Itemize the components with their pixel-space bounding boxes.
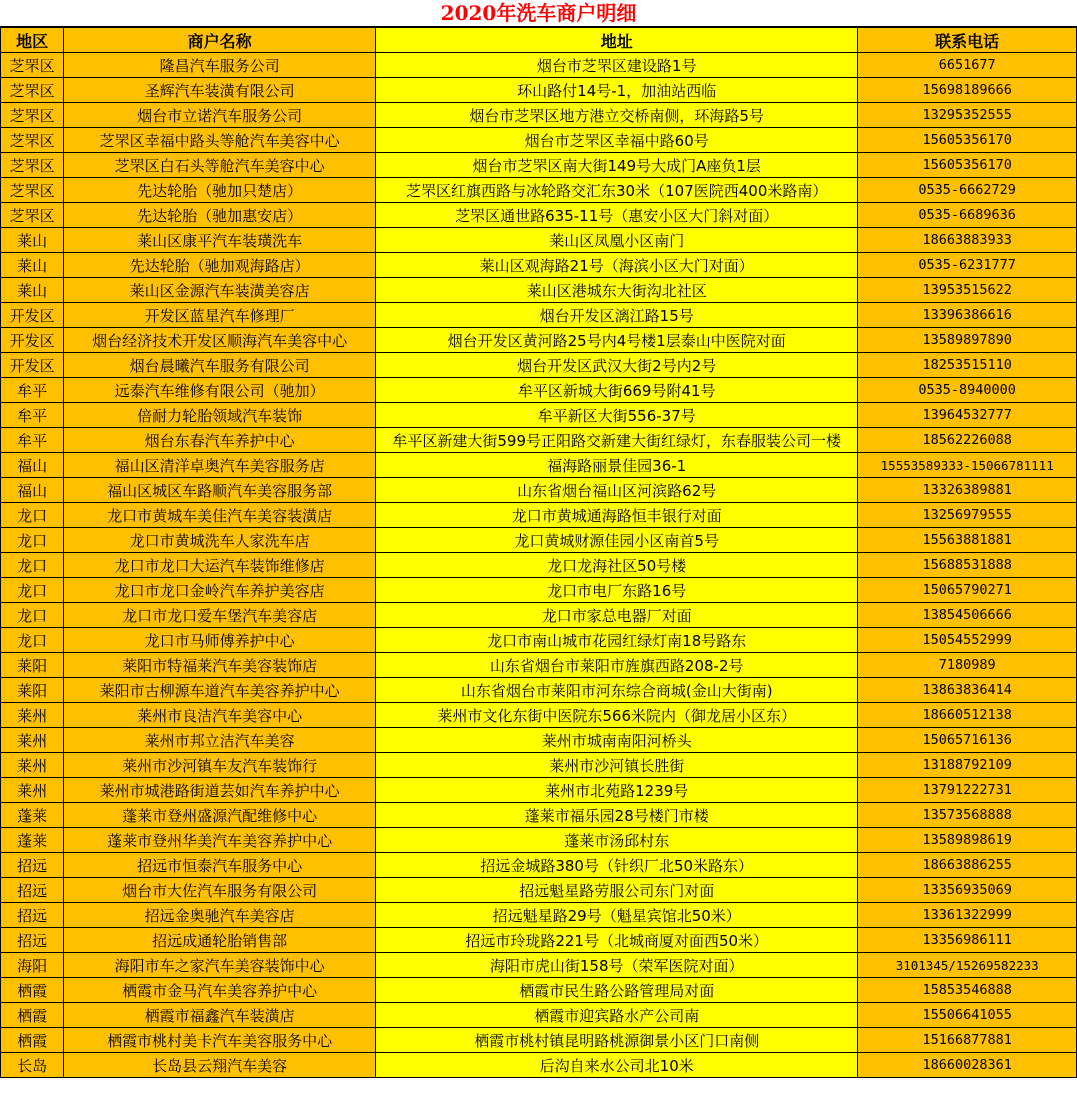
table-row bbox=[1, 803, 1077, 828]
cell-address[interactable]: 山东省烟台福山区河滨路62号 bbox=[376, 478, 858, 503]
cell-phone[interactable]: 0535-8940000 bbox=[858, 378, 1077, 403]
sheet-title[interactable]: 2020年洗车商户明细 bbox=[0, 0, 1077, 27]
cell-address[interactable]: 莱山区观海路21号（海滨小区大门对面） bbox=[376, 253, 858, 278]
table-row bbox=[1, 103, 1077, 128]
cell-phone[interactable]: 15698189666 bbox=[858, 78, 1077, 103]
cell-merchant-name[interactable]: 海阳市车之家汽车美容装饰中心 bbox=[64, 953, 376, 978]
cell-address[interactable]: 后沟自来水公司北10米 bbox=[376, 1053, 858, 1078]
cell-merchant-name[interactable]: 先达轮胎（驰加观海路店） bbox=[64, 253, 376, 278]
header-phone[interactable]: 联系电话 bbox=[858, 28, 1077, 53]
cell-region[interactable]: 招远 bbox=[1, 928, 64, 953]
cell-merchant-name[interactable]: 龙口市黄城车美佳汽车美容装潢店 bbox=[64, 503, 376, 528]
table-row bbox=[1, 678, 1077, 703]
cell-merchant-name[interactable]: 福山区清洋卓奥汽车美容服务店 bbox=[64, 453, 376, 478]
cell-merchant-name[interactable]: 先达轮胎（驰加惠安店） bbox=[64, 203, 376, 228]
cell-phone[interactable]: 18660512138 bbox=[858, 703, 1077, 728]
table-row bbox=[1, 528, 1077, 553]
cell-address[interactable]: 栖霞市民生路公路管理局对面 bbox=[376, 978, 858, 1003]
table-row bbox=[1, 903, 1077, 928]
cell-phone[interactable]: 13356935069 bbox=[858, 878, 1077, 903]
cell-region[interactable]: 招远 bbox=[1, 878, 64, 903]
cell-phone[interactable]: 15563881881 bbox=[858, 528, 1077, 553]
cell-phone[interactable]: 15553589333-15066781111 bbox=[858, 453, 1077, 478]
cell-region[interactable]: 栖霞 bbox=[1, 1028, 64, 1053]
cell-merchant-name[interactable]: 栖霞市桃村美卡汽车美容服务中心 bbox=[64, 1028, 376, 1053]
table-row bbox=[1, 328, 1077, 353]
cell-phone[interactable]: 18663883933 bbox=[858, 228, 1077, 253]
cell-merchant-name[interactable]: 福山区城区车路顺汽车美容服务部 bbox=[64, 478, 376, 503]
cell-merchant-name[interactable]: 莱州市良洁汽车美容中心 bbox=[64, 703, 376, 728]
table-row bbox=[1, 728, 1077, 753]
cell-address[interactable]: 栖霞市桃村镇昆明路桃源御景小区门口南侧 bbox=[376, 1028, 858, 1053]
cell-region[interactable]: 芝罘区 bbox=[1, 78, 64, 103]
cell-address[interactable]: 龙口黄城财源佳园小区南首5号 bbox=[376, 528, 858, 553]
table-row bbox=[1, 778, 1077, 803]
cell-address[interactable]: 莱山区港城东大街沟北社区 bbox=[376, 278, 858, 303]
cell-region[interactable]: 蓬莱 bbox=[1, 803, 64, 828]
cell-region[interactable]: 芝罘区 bbox=[1, 53, 64, 78]
cell-merchant-name[interactable]: 蓬莱市登州盛源汽配维修中心 bbox=[64, 803, 376, 828]
cell-region[interactable]: 牟平 bbox=[1, 378, 64, 403]
cell-merchant-name[interactable]: 开发区蓝星汽车修理厂 bbox=[64, 303, 376, 328]
cell-merchant-name[interactable]: 蓬莱市登州华美汽车美容养护中心 bbox=[64, 828, 376, 853]
cell-address[interactable]: 环山路付14号-1，加油站西临 bbox=[376, 78, 858, 103]
cell-merchant-name[interactable]: 烟台东春汽车养护中心 bbox=[64, 428, 376, 453]
table-row bbox=[1, 428, 1077, 453]
cell-merchant-name[interactable]: 莱山区金源汽车装潢美容店 bbox=[64, 278, 376, 303]
cell-phone[interactable]: 13863836414 bbox=[858, 678, 1077, 703]
table-row bbox=[1, 978, 1077, 1003]
table-row bbox=[1, 1053, 1077, 1078]
cell-region[interactable]: 牟平 bbox=[1, 428, 64, 453]
cell-phone[interactable]: 15688531888 bbox=[858, 553, 1077, 578]
table-row bbox=[1, 553, 1077, 578]
cell-merchant-name[interactable]: 芝罘区白石头等舱汽车美容中心 bbox=[64, 153, 376, 178]
cell-merchant-name[interactable]: 龙口市黄城洗车人家洗车店 bbox=[64, 528, 376, 553]
table-row bbox=[1, 203, 1077, 228]
cell-phone[interactable]: 15506641055 bbox=[858, 1003, 1077, 1028]
cell-merchant-name[interactable]: 栖霞市金马汽车美容养护中心 bbox=[64, 978, 376, 1003]
cell-phone[interactable]: 15054552999 bbox=[858, 628, 1077, 653]
cell-phone[interactable]: 13854506666 bbox=[858, 603, 1077, 628]
table-row bbox=[1, 628, 1077, 653]
cell-address[interactable]: 龙口市南山城市花园红绿灯南18号路东 bbox=[376, 628, 858, 653]
cell-phone[interactable]: 15065790271 bbox=[858, 578, 1077, 603]
cell-address[interactable]: 莱州市沙河镇长胜街 bbox=[376, 753, 858, 778]
cell-address[interactable]: 烟台开发区漓江路15号 bbox=[376, 303, 858, 328]
table-row bbox=[1, 378, 1077, 403]
table-row bbox=[1, 128, 1077, 153]
cell-phone[interactable]: 15065716136 bbox=[858, 728, 1077, 753]
cell-address[interactable]: 牟平区新城大街669号附41号 bbox=[376, 378, 858, 403]
table-row bbox=[1, 703, 1077, 728]
cell-region[interactable]: 长岛 bbox=[1, 1053, 64, 1078]
cell-address[interactable]: 龙口市家总电器厂对面 bbox=[376, 603, 858, 628]
cell-region[interactable]: 莱阳 bbox=[1, 678, 64, 703]
table-row bbox=[1, 228, 1077, 253]
table-row bbox=[1, 578, 1077, 603]
merchant-table bbox=[0, 27, 1077, 1078]
table-row bbox=[1, 753, 1077, 778]
table-row bbox=[1, 403, 1077, 428]
cell-merchant-name[interactable]: 栖霞市福鑫汽车装潢店 bbox=[64, 1003, 376, 1028]
cell-region[interactable]: 芝罘区 bbox=[1, 178, 64, 203]
cell-address[interactable]: 芝罘区通世路635-11号（惠安小区大门斜对面） bbox=[376, 203, 858, 228]
cell-address[interactable]: 莱州市文化东街中医院东566米院内（御龙居小区东） bbox=[376, 703, 858, 728]
table-row bbox=[1, 953, 1077, 978]
cell-address[interactable]: 山东省烟台市莱阳市河东综合商城(金山大街南) bbox=[376, 678, 858, 703]
table-row bbox=[1, 453, 1077, 478]
cell-address[interactable]: 烟台开发区武汉大街2号内2号 bbox=[376, 353, 858, 378]
cell-merchant-name[interactable]: 圣辉汽车装潢有限公司 bbox=[64, 78, 376, 103]
table-row bbox=[1, 1028, 1077, 1053]
cell-merchant-name[interactable]: 招远市恒泰汽车服务中心 bbox=[64, 853, 376, 878]
cell-phone[interactable]: 0535-6231777 bbox=[858, 253, 1077, 278]
cell-address[interactable]: 烟台市芝罘区建设路1号 bbox=[376, 53, 858, 78]
cell-merchant-name[interactable]: 远泰汽车维修有限公司（驰加） bbox=[64, 378, 376, 403]
table-row bbox=[1, 603, 1077, 628]
cell-address[interactable]: 牟平区新建大街599号正阳路交新建大街红绿灯，东春服装公司一楼 bbox=[376, 428, 858, 453]
cell-address[interactable]: 招远金城路380号（针织厂北50米路东） bbox=[376, 853, 858, 878]
cell-merchant-name[interactable]: 招远成通轮胎销售部 bbox=[64, 928, 376, 953]
cell-region[interactable]: 福山 bbox=[1, 478, 64, 503]
cell-merchant-name[interactable]: 莱山区康平汽车装璜洗车 bbox=[64, 228, 376, 253]
cell-merchant-name[interactable]: 长岛县云翔汽车美容 bbox=[64, 1053, 376, 1078]
cell-region[interactable]: 龙口 bbox=[1, 528, 64, 553]
cell-merchant-name[interactable]: 先达轮胎（驰加只楚店） bbox=[64, 178, 376, 203]
cell-address[interactable]: 龙口市电厂东路16号 bbox=[376, 578, 858, 603]
cell-region[interactable]: 海阳 bbox=[1, 953, 64, 978]
cell-region[interactable]: 蓬莱 bbox=[1, 828, 64, 853]
cell-merchant-name[interactable]: 莱阳市特福莱汽车美容装饰店 bbox=[64, 653, 376, 678]
cell-phone[interactable]: 13791222731 bbox=[858, 778, 1077, 803]
cell-merchant-name[interactable]: 倍耐力轮胎领域汽车装饰 bbox=[64, 403, 376, 428]
cell-region[interactable]: 芝罘区 bbox=[1, 103, 64, 128]
cell-phone[interactable]: 0535-6689636 bbox=[858, 203, 1077, 228]
cell-region[interactable]: 招远 bbox=[1, 853, 64, 878]
cell-address[interactable]: 山东省烟台市莱阳市旌旗西路208-2号 bbox=[376, 653, 858, 678]
cell-merchant-name[interactable]: 招远金奥驰汽车美容店 bbox=[64, 903, 376, 928]
cell-phone[interactable]: 6651677 bbox=[858, 53, 1077, 78]
table-row bbox=[1, 153, 1077, 178]
cell-merchant-name[interactable]: 隆昌汽车服务公司 bbox=[64, 53, 376, 78]
table-row bbox=[1, 178, 1077, 203]
cell-region[interactable]: 龙口 bbox=[1, 578, 64, 603]
cell-region[interactable]: 莱州 bbox=[1, 753, 64, 778]
cell-merchant-name[interactable]: 莱阳市古柳源车道汽车美容养护中心 bbox=[64, 678, 376, 703]
cell-region[interactable]: 莱山 bbox=[1, 278, 64, 303]
cell-merchant-name[interactable]: 龙口市马师傅养护中心 bbox=[64, 628, 376, 653]
table-row bbox=[1, 78, 1077, 103]
cell-address[interactable]: 莱州市北苑路1239号 bbox=[376, 778, 858, 803]
cell-address[interactable]: 招远魁星路劳服公司东门对面 bbox=[376, 878, 858, 903]
cell-merchant-name[interactable]: 龙口市龙口金岭汽车养护美容店 bbox=[64, 578, 376, 603]
cell-phone[interactable]: 13256979555 bbox=[858, 503, 1077, 528]
cell-address[interactable]: 莱州市城南南阳河桥头 bbox=[376, 728, 858, 753]
cell-address[interactable]: 招远市玲珑路221号（北城商厦对面西50米） bbox=[376, 928, 858, 953]
cell-merchant-name[interactable]: 烟台市立诺汽车服务公司 bbox=[64, 103, 376, 128]
table-row bbox=[1, 653, 1077, 678]
cell-merchant-name[interactable]: 龙口市龙口爱车堡汽车美容店 bbox=[64, 603, 376, 628]
cell-region[interactable]: 招远 bbox=[1, 903, 64, 928]
cell-region[interactable]: 开发区 bbox=[1, 303, 64, 328]
cell-address[interactable]: 烟台市芝罘区幸福中路60号 bbox=[376, 128, 858, 153]
table-row bbox=[1, 278, 1077, 303]
cell-phone[interactable]: 13295352555 bbox=[858, 103, 1077, 128]
cell-phone[interactable]: 15605356170 bbox=[858, 128, 1077, 153]
cell-region[interactable]: 莱山 bbox=[1, 228, 64, 253]
table-row bbox=[1, 53, 1077, 78]
cell-region[interactable]: 龙口 bbox=[1, 553, 64, 578]
cell-phone[interactable]: 15166877881 bbox=[858, 1028, 1077, 1053]
table-row bbox=[1, 853, 1077, 878]
cell-address[interactable]: 蓬莱市汤邱村东 bbox=[376, 828, 858, 853]
cell-address[interactable]: 招远魁星路29号（魁星宾馆北50米） bbox=[376, 903, 858, 928]
cell-merchant-name[interactable]: 烟台晨曦汽车服务有限公司 bbox=[64, 353, 376, 378]
cell-merchant-name[interactable]: 龙口市龙口大运汽车装饰维修店 bbox=[64, 553, 376, 578]
cell-address[interactable]: 烟台市芝罘区地方港立交桥南侧，环海路5号 bbox=[376, 103, 858, 128]
cell-region[interactable]: 牟平 bbox=[1, 403, 64, 428]
table-row bbox=[1, 1003, 1077, 1028]
table-row bbox=[1, 828, 1077, 853]
cell-phone[interactable]: 13953515622 bbox=[858, 278, 1077, 303]
cell-merchant-name[interactable]: 烟台经济技术开发区顺海汽车美容中心 bbox=[64, 328, 376, 353]
header-address[interactable]: 地址 bbox=[376, 28, 858, 53]
table-row bbox=[1, 503, 1077, 528]
table-row bbox=[1, 253, 1077, 278]
cell-region[interactable]: 开发区 bbox=[1, 328, 64, 353]
cell-merchant-name[interactable]: 莱州市城港路街道芸如汽车养护中心 bbox=[64, 778, 376, 803]
table-row bbox=[1, 928, 1077, 953]
cell-region[interactable]: 莱阳 bbox=[1, 653, 64, 678]
cell-address[interactable]: 龙口龙海社区50号楼 bbox=[376, 553, 858, 578]
cell-region[interactable]: 龙口 bbox=[1, 503, 64, 528]
cell-address[interactable]: 蓬莱市福乐园28号楼门市楼 bbox=[376, 803, 858, 828]
cell-phone[interactable]: 15605356170 bbox=[858, 153, 1077, 178]
cell-phone[interactable]: 13589898619 bbox=[858, 828, 1077, 853]
cell-region[interactable]: 莱山 bbox=[1, 253, 64, 278]
cell-phone[interactable]: 7180989 bbox=[858, 653, 1077, 678]
cell-phone[interactable]: 13396386616 bbox=[858, 303, 1077, 328]
cell-phone[interactable]: 18562226088 bbox=[858, 428, 1077, 453]
cell-phone[interactable]: 13356986111 bbox=[858, 928, 1077, 953]
cell-phone[interactable]: 13589897890 bbox=[858, 328, 1077, 353]
cell-region[interactable]: 开发区 bbox=[1, 353, 64, 378]
cell-phone[interactable]: 0535-6662729 bbox=[858, 178, 1077, 203]
cell-merchant-name[interactable]: 芝罘区幸福中路头等舱汽车美容中心 bbox=[64, 128, 376, 153]
table-row bbox=[1, 303, 1077, 328]
cell-region[interactable]: 芝罘区 bbox=[1, 153, 64, 178]
cell-phone[interactable]: 18663886255 bbox=[858, 853, 1077, 878]
table-body bbox=[1, 53, 1077, 1078]
cell-merchant-name[interactable]: 莱州市沙河镇车友汽车装饰行 bbox=[64, 753, 376, 778]
cell-phone[interactable]: 13964532777 bbox=[858, 403, 1077, 428]
cell-phone[interactable]: 13573568888 bbox=[858, 803, 1077, 828]
cell-region[interactable]: 栖霞 bbox=[1, 978, 64, 1003]
cell-region[interactable]: 芝罘区 bbox=[1, 128, 64, 153]
cell-merchant-name[interactable]: 烟台市大佐汽车服务有限公司 bbox=[64, 878, 376, 903]
cell-region[interactable]: 莱州 bbox=[1, 703, 64, 728]
table-row bbox=[1, 878, 1077, 903]
cell-address[interactable]: 龙口市黄城通海路恒丰银行对面 bbox=[376, 503, 858, 528]
cell-address[interactable]: 烟台开发区黄河路25号内4号楼1层泰山中医院对面 bbox=[376, 328, 858, 353]
table-row bbox=[1, 478, 1077, 503]
cell-phone[interactable]: 13188792109 bbox=[858, 753, 1077, 778]
table-row bbox=[1, 353, 1077, 378]
cell-address[interactable]: 烟台市芝罘区南大街149号大成门A座负1层 bbox=[376, 153, 858, 178]
cell-region[interactable]: 龙口 bbox=[1, 603, 64, 628]
cell-phone[interactable]: 18660028361 bbox=[858, 1053, 1077, 1078]
cell-phone[interactable]: 15853546888 bbox=[858, 978, 1077, 1003]
cell-phone[interactable]: 13361322999 bbox=[858, 903, 1077, 928]
cell-address[interactable]: 栖霞市迎宾路水产公司南 bbox=[376, 1003, 858, 1028]
cell-phone[interactable]: 3101345/15269582233 bbox=[858, 953, 1077, 978]
cell-address[interactable]: 莱山区凤凰小区南门 bbox=[376, 228, 858, 253]
cell-phone[interactable]: 18253515110 bbox=[858, 353, 1077, 378]
cell-merchant-name[interactable]: 莱州市邦立洁汽车美容 bbox=[64, 728, 376, 753]
header-region[interactable]: 地区 bbox=[1, 28, 64, 53]
cell-region[interactable]: 莱州 bbox=[1, 778, 64, 803]
cell-region[interactable]: 芝罘区 bbox=[1, 203, 64, 228]
cell-region[interactable]: 栖霞 bbox=[1, 1003, 64, 1028]
cell-address[interactable]: 芝罘区红旗西路与冰轮路交汇东30米（107医院西400米路南） bbox=[376, 178, 858, 203]
cell-region[interactable]: 莱州 bbox=[1, 728, 64, 753]
header-row bbox=[1, 28, 1077, 53]
cell-phone[interactable]: 13326389881 bbox=[858, 478, 1077, 503]
cell-region[interactable]: 福山 bbox=[1, 453, 64, 478]
cell-region[interactable]: 龙口 bbox=[1, 628, 64, 653]
cell-address[interactable]: 海阳市虎山街158号（荣军医院对面） bbox=[376, 953, 858, 978]
header-merchant-name[interactable]: 商户名称 bbox=[64, 28, 376, 53]
cell-address[interactable]: 牟平新区大街556-37号 bbox=[376, 403, 858, 428]
cell-address[interactable]: 福海路丽景佳园36-1 bbox=[376, 453, 858, 478]
